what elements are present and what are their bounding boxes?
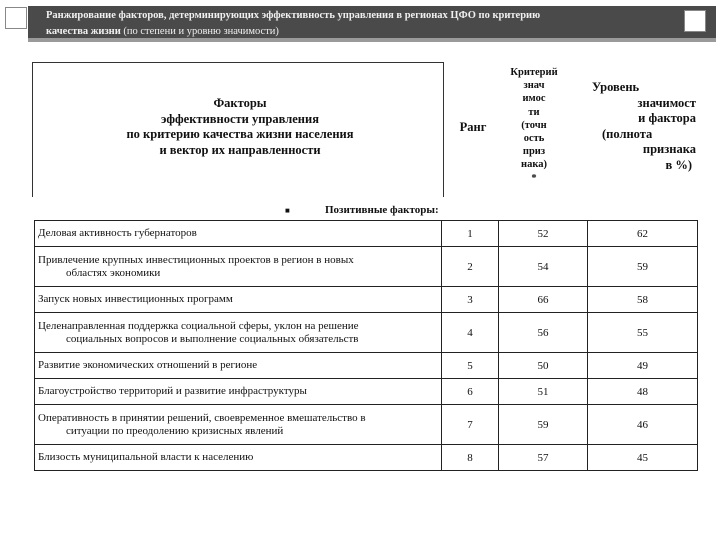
criterion-header-line: знач [523,80,545,92]
table-row [35,353,698,379]
title-line-2 [46,26,279,37]
title-rest-part: (по степени и уровню значимости) [120,26,279,37]
level-cell: 45 [588,445,698,471]
factor-name [35,353,442,379]
factors-table [34,220,698,471]
factor-name-line: Оперативность в принятии решений, своевременное вмешательство в [38,411,366,424]
factors-header [90,96,390,158]
factor-name-line: Близость муниципальной власти к населению [38,451,254,463]
factor-name-line: ситуации по преодолению кризисных явлений [66,424,284,437]
criterion-header-line: ость [523,133,545,145]
level-header-line: признака [642,142,696,156]
factors-header-line: Факторы [213,96,267,110]
factor-name [35,379,442,405]
criterion-cell: 56 [499,313,588,353]
criterion-header-line: Критерий [510,67,558,78]
factor-name-line: Привлечение крупных инвестиционных проектов в регион в новых [38,253,354,266]
criterion-cell: 51 [499,379,588,405]
table-row [35,287,698,313]
rank-cell: 5 [442,353,499,379]
section-label: Позитивные факторы: [325,204,439,216]
criterion-header-line: нака) [521,159,547,171]
factor-name-line: Целенаправленная поддержка социальной сферы, уклон на решение [38,319,359,332]
criterion-header-line: имос [522,93,546,105]
factor-name [35,445,442,471]
level-cell: 49 [588,353,698,379]
rank-cell: 2 [442,247,499,287]
level-header-line: (полнота [602,126,653,141]
title-line-1: Ранжирование факторов, детерминирующих эффективность управления в регионах ЦФО по критерию [46,10,541,21]
level-cell: 58 [588,287,698,313]
rank-cell: 7 [442,405,499,445]
factor-name-line: Запуск новых инвестиционных программ [38,293,233,305]
rank-cell: 3 [442,287,499,313]
title-bold-part: качества жизни [46,26,121,37]
factors-header-line: эффективности управления [161,111,319,126]
table-row [35,247,698,287]
title-bar [28,6,716,42]
factor-name-line: областях экономики [66,266,161,279]
factor-name [35,313,442,353]
level-cell: 55 [588,313,698,353]
decorative-square-left [5,7,27,29]
table-row [35,221,698,247]
table-row [35,379,698,405]
level-cell: 48 [588,379,698,405]
level-header-line: значимост [637,95,696,110]
rank-cell: 8 [442,445,499,471]
criterion-header-line: приз [522,146,546,158]
level-cell: 46 [588,405,698,445]
factor-name-line: Благоустройство территорий и развитие инфраструктуры [38,385,307,397]
criterion-header [500,66,568,185]
level-header-line: и фактора [638,111,696,125]
table-row [35,445,698,471]
level-header [592,80,696,173]
factor-name [35,221,442,247]
criterion-header-line: (точн [521,119,547,131]
factor-name-line: социальных вопросов и выполнение социальных обязательств [66,332,359,345]
criterion-cell: 57 [499,445,588,471]
level-header-line: в %) [665,157,692,172]
criterion-cell: 59 [499,405,588,445]
table-row [35,405,698,445]
factor-name [35,405,442,445]
section-bullet-icon: ■ [285,206,290,215]
criterion-cell: 52 [499,221,588,247]
factor-name [35,247,442,287]
criterion-cell: 54 [499,247,588,287]
criterion-header-line: ти [528,106,540,118]
criterion-cell: 66 [499,287,588,313]
factors-header-line: и вектор их направленности [159,142,321,157]
level-header-line: Уровень [592,80,640,94]
rank-cell: 1 [442,221,499,247]
criterion-cell: 50 [499,353,588,379]
factor-name [35,287,442,313]
rank-header: Ранг [459,120,487,134]
decorative-square-right [684,10,706,32]
criterion-header-line: * [531,172,537,184]
rank-cell: 6 [442,379,499,405]
factor-name-line: Развитие экономических отношений в регионе [38,359,258,371]
level-cell: 62 [588,221,698,247]
level-cell: 59 [588,247,698,287]
table-row [35,313,698,353]
factors-header-line: по критерию качества жизни населения [126,127,354,141]
rank-cell: 4 [442,313,499,353]
factor-name-line: Деловая активность губернаторов [38,227,197,239]
title-underline [28,38,716,42]
